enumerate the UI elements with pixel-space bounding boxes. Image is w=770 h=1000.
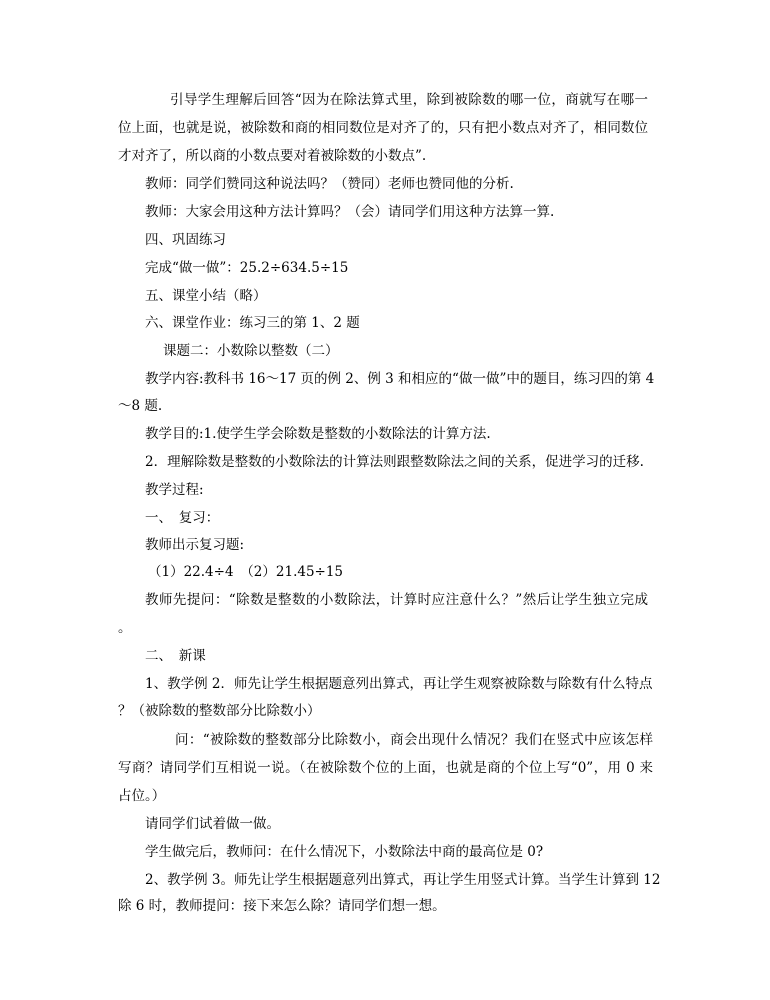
text-line: （1）22.4÷4 （2）21.45÷15 <box>148 564 344 580</box>
text-line: 二、 新课 <box>145 648 206 664</box>
text-line: 学生做完后，教师问：在什么情况下，小数除法中商的最高位是 0? <box>145 844 544 860</box>
text-line: 教师：大家会用这种方法计算吗？（会）请同学们用这种方法算一算. <box>145 204 555 220</box>
text-line: 教学过程: <box>145 482 204 498</box>
text-line: 课题二：小数除以整数（二） <box>163 343 339 359</box>
text-line: 教师：同学们赞同这种说法吗？（赞同）老师也赞同他的分析. <box>145 176 514 192</box>
text-line: 请同学们试着做一做。 <box>145 816 280 832</box>
text-line: 。 <box>118 620 132 636</box>
text-line: ～8 题. <box>118 398 163 414</box>
text-line: 2．理解除数是整数的小数除法的计算法则跟整数除法之间的关系，促进学习的迁移. <box>145 454 644 470</box>
text-line: 教师先提问：“除数是整数的小数除法，计算时应注意什么？”然后让学生独立完成 <box>145 592 648 608</box>
text-line: 才对齐了，所以商的小数点要对着被除数的小数点”. <box>118 148 427 164</box>
text-line: 除 6 时，教师提问：接下来怎么除？请同学们想一想。 <box>118 898 446 914</box>
text-line: 引导学生理解后回答“因为在除法算式里，除到被除数的哪一位，商就写在哪一 <box>170 92 648 108</box>
text-line: 五、课堂小结（略） <box>145 288 267 304</box>
text-line: 完成“做一做”：25.2÷634.5÷15 <box>145 260 349 276</box>
text-line: ？（被除数的整数部分比除数小） <box>118 703 321 719</box>
text-line: 教学内容:教科书 16～17 页的例 2、例 3 和相应的“做一做”中的题目，练习四的第 4 <box>145 371 655 387</box>
text-line: 2、教学例 3。师先让学生根据题意列出算式，再让学生用竖式计算。当学生计算到 12 <box>145 872 661 888</box>
text-line: 占位。） <box>118 788 166 804</box>
text-line: 1、教学例 2．师先让学生根据题意列出算式，再让学生观察被除数与除数有什么特点 <box>145 676 653 692</box>
text-line: 教学目的:1.使学生学会除数是整数的小数除法的计算方法. <box>145 426 491 442</box>
text-line: 问：“被除数的整数部分比除数小，商会出现什么情况？我们在竖式中应该怎样 <box>175 732 653 748</box>
text-line: 位上面，也就是说，被除数和商的相同数位是对齐了的，只有把小数点对齐了，相同数位 <box>118 120 648 136</box>
text-line: 六、课堂作业：练习三的第 1、2 题 <box>145 315 360 331</box>
text-line: 一、 复习： <box>145 510 220 526</box>
text-line: 四、巩固练习 <box>145 232 226 248</box>
text-line: 教师出示复习题: <box>145 537 245 553</box>
text-line: 写商？请同学们互相说一说。（在被除数个位的上面，也就是商的个位上写“0”，用 0 来 <box>118 760 653 776</box>
